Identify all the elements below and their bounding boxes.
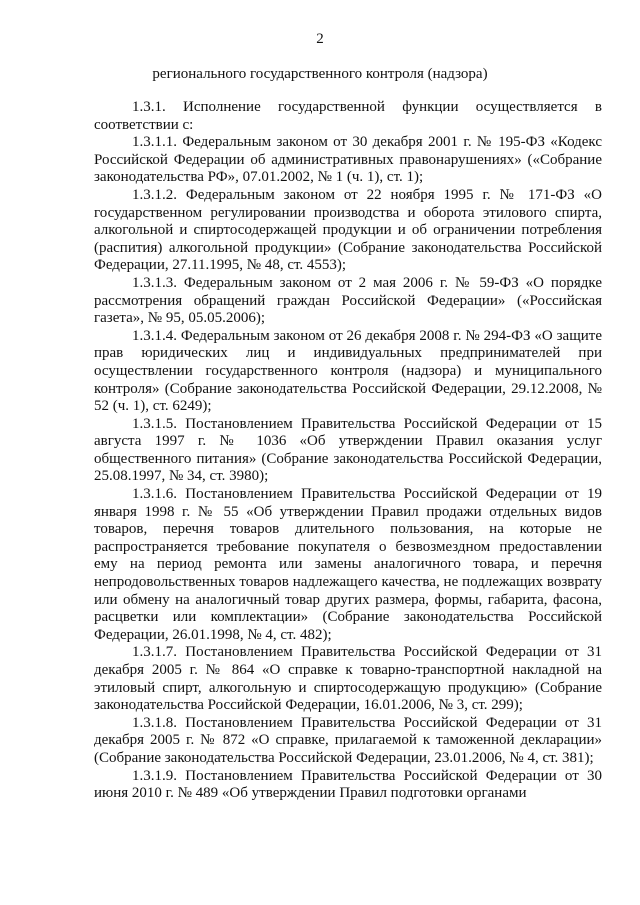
paragraph-1-3-1: 1.3.1. Исполнение государственной функции осуществляется в соответствии с:: [94, 99, 602, 133]
paragraph-1-3-1-8: 1.3.1.8. Постановлением Правительства Российской Федерации от 31 декабря 2005 г. № 872 «О справке, прилагаемой к таможенной декларации» (Собрание законодательства Российской Федерации, 23.01.2006, № 4, ст. 381);: [94, 714, 602, 766]
document-body: [94, 99, 602, 803]
section-heading: регионального государственного контроля (надзора): [152, 66, 488, 82]
paragraph-1-3-1-5: 1.3.1.5. Постановлением Правительства Российской Федерации от 15 августа 1997 г. № 1036 «Об утверждении Правил оказания услуг общественного питания» (Собрание законодательства Российской Федерации, 25.08.1997, № 34, ст. 3980);: [94, 415, 602, 485]
paragraph-1-3-1-4: 1.3.1.4. Федеральным законом от 26 декабря 2008 г. № 294-ФЗ «О защите прав юридических лиц и индивидуальных предпринимателей при осуществлении государственного контроля (надзора) и муниципального контроля» (Собрание законодательства Российской Федерации, 29.12.2008, № 52 (ч. 1), ст. 6249);: [94, 327, 602, 415]
paragraph-1-3-1-1: 1.3.1.1. Федеральным законом от 30 декабря 2001 г. № 195-ФЗ «Кодекс Российской Федерации об административных правонарушениях» («Собрание законодательства РФ», 07.01.2002, № 1 (ч. 1), ст. 1);: [94, 134, 602, 186]
paragraph-1-3-1-9: 1.3.1.9. Постановлением Правительства Российской Федерации от 30 июня 2010 г. № 489 «Об утверждении Правил подготовки органами: [94, 767, 602, 802]
page-number: 2: [316, 31, 324, 47]
paragraph-1-3-1-6: 1.3.1.6. Постановлением Правительства Российской Федерации от 19 января 1998 г. № 55 «Об утверждении Правил продажи отдельных видов товаров, перечня товаров длительного пользования, на которые не распространяется требование покупателя о безвозмездном предоставлении ему на период ремонта или замены аналогичного товара, и перечня непродовольственных товаров надлежащего качества, не подлежащих возврату или обмену на аналогичный товар других размера, формы, габарита, фасона, расцветки или комплектации» (Собрание законодательства Российской Федерации, 26.01.1998, № 4, ст. 482);: [94, 486, 602, 643]
paragraph-1-3-1-7: 1.3.1.7. Постановлением Правительства Российской Федерации от 31 декабря 2005 г. № 864 «О справке к товарно-транспортной накладной на этиловый спирт, алкогольную и спиртосодержащую продукцию» (Собрание законодательства Российской Федерации, 16.01.2006, № 3, ст. 299);: [94, 644, 602, 714]
paragraph-1-3-1-3: 1.3.1.3. Федеральным законом от 2 мая 2006 г. № 59-ФЗ «О порядке рассмотрения обращений граждан Российской Федерации» («Российская газета», № 95, 05.05.2006);: [94, 274, 602, 327]
paragraph-1-3-1-2: 1.3.1.2. Федеральным законом от 22 ноября 1995 г. № 171-ФЗ «О государственном регулировании производства и оборота этилового спирта, алкогольной и спиртосодержащей продукции и об ограничении потребления (распития) алкогольной продукции» (Собрание законодательства Российской Федерации, 27.11.1995, № 48, ст. 4553);: [94, 186, 602, 274]
